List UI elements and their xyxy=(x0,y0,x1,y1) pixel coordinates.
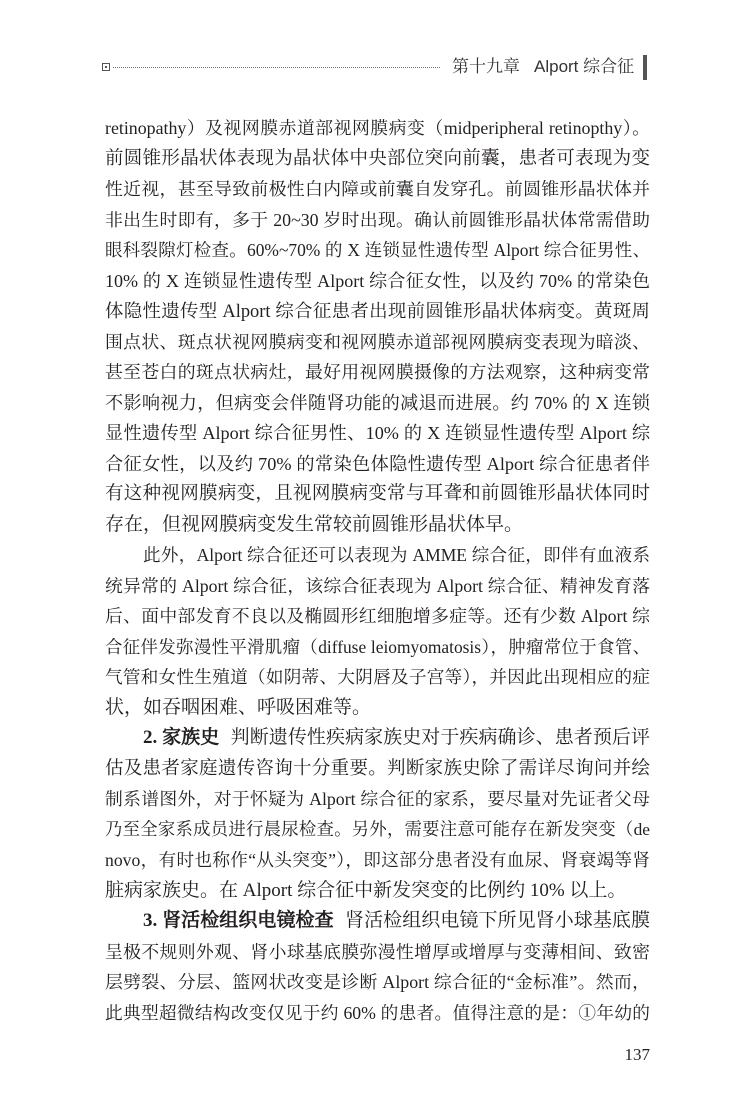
text-line: 眼科裂隙灯检查。60%~70% 的 X 连锁显性遗传型 Alport 综合征男性、 xyxy=(105,240,650,260)
text-line: 层劈裂、分层、篮网状改变是诊断 Alport 综合征的“金标准”。然而， xyxy=(105,972,650,992)
text-line: 制系谱图外，对于怀疑为 Alport 综合征的家系，要尽量对先证者父母 xyxy=(105,789,650,809)
paragraph xyxy=(105,906,650,1028)
paragraph xyxy=(105,723,650,906)
text-line: 有这种视网膜病变，且视网膜病变常与耳聋和前圆锥形晶状体同时 xyxy=(105,484,650,504)
running-header xyxy=(452,55,634,79)
chapter-title: Alport 综合征 xyxy=(534,57,635,76)
text-line: 性近视，甚至导致前极性白内障或前囊自发穿孔。前圆锥形晶状体并 xyxy=(105,179,650,199)
text-line: 呈极不规则外观、肾小球基底膜弥漫性增厚或增厚与变薄相间、致密 xyxy=(105,941,650,962)
text-line: 统异常的 Alport 综合征，该综合征表现为 Alport 综合征、精神发育落 xyxy=(105,575,650,596)
text-line xyxy=(105,906,650,937)
text-line xyxy=(105,723,650,754)
chapter-number: 第十九章 xyxy=(452,57,520,76)
text-line: 后、面中部发育不良以及椭圆形红细胞增多症等。还有少数 Alport 综 xyxy=(105,606,650,626)
text-line: 合征女性，以及约 70% 的常染色体隐性遗传型 Alport 综合征患者伴 xyxy=(105,453,650,474)
text-line: 不影响视力，但病变会伴随肾功能的减退而进展。约 70% 的 X 连锁 xyxy=(105,392,650,413)
text-line: 气管和女性生殖道（如阴蒂、大阴唇及子宫等），并因此出现相应的症 xyxy=(105,667,650,687)
header-bar xyxy=(643,55,647,80)
text-line: 显性遗传型 Alport 综合征男性、10% 的 X 连锁显性遗传型 Alport 综 xyxy=(105,423,650,443)
section-heading: 3. 肾活检组织电镜检查 xyxy=(143,910,334,931)
text-line: 估及患者家庭遗传咨询十分重要。判断家族史除了需详尽询问并绘 xyxy=(105,758,650,779)
text-line: 此典型超微结构改变仅见于约 60% 的患者。值得注意的是：①年幼的 xyxy=(105,1002,650,1023)
paragraph xyxy=(105,540,650,723)
text-line: 存在，但视网膜病变发生常较前圆锥形晶状体早。 xyxy=(105,513,524,535)
text-run: 判断遗传性疾病家族史对于疾病确诊、患者预后评 xyxy=(230,727,650,748)
text-line: 状，如吞咽困难、呼吸困难等。 xyxy=(105,696,372,718)
text-line: 体隐性遗传型 Alport 综合征患者出现前圆锥形晶状体病变。黄斑周 xyxy=(105,301,650,321)
page-number: 137 xyxy=(624,1045,650,1064)
text-line: 围点状、斑点状视网膜病变和视网膜赤道部视网膜病变表现为暗淡、 xyxy=(105,331,650,352)
text-line: 乃至全家系成员进行晨尿检查。另外，需要注意可能存在新发突变（de xyxy=(105,819,650,839)
text-line: retinopathy）及视网膜赤道部视网膜病变（midperipheral retinopthy）。 xyxy=(105,118,650,138)
section-heading: 2. 家族史 xyxy=(143,727,220,748)
text-line: 此外，Alport 综合征还可以表现为 AMME 综合征，即伴有血液系 xyxy=(143,545,650,565)
body-text xyxy=(105,113,650,1028)
text-line: 脏病家族史。在 Alport 综合征中新发突变的比例约 10% 以上。 xyxy=(105,879,627,901)
text-line: 前圆锥形晶状体表现为晶状体中央部位突向前囊，患者可表现为变 xyxy=(105,148,650,169)
header-square-icon xyxy=(102,63,110,71)
text-run: 肾活检组织电镜下所见肾小球基底膜 xyxy=(345,910,650,931)
text-line: 非出生时即有，多于 20~30 岁时出现。确认前圆锥形晶状体常需借助 xyxy=(105,209,650,230)
text-line: novo，有时也称作“从头突变”），即这部分患者没有血尿、肾衰竭等肾 xyxy=(105,850,650,870)
text-line: 甚至苍白的斑点状病灶，最好用视网膜摄像的方法观察，这种病变常 xyxy=(105,362,650,382)
text-line: 10% 的 X 连锁显性遗传型 Alport 综合征女性，以及约 70% 的常染色 xyxy=(105,270,650,291)
paragraph xyxy=(105,113,650,540)
header-dotted-rule xyxy=(113,67,440,68)
text-line: 合征伴发弥漫性平滑肌瘤（diffuse leiomyomatosis），肿瘤常位于食管、 xyxy=(105,636,650,657)
